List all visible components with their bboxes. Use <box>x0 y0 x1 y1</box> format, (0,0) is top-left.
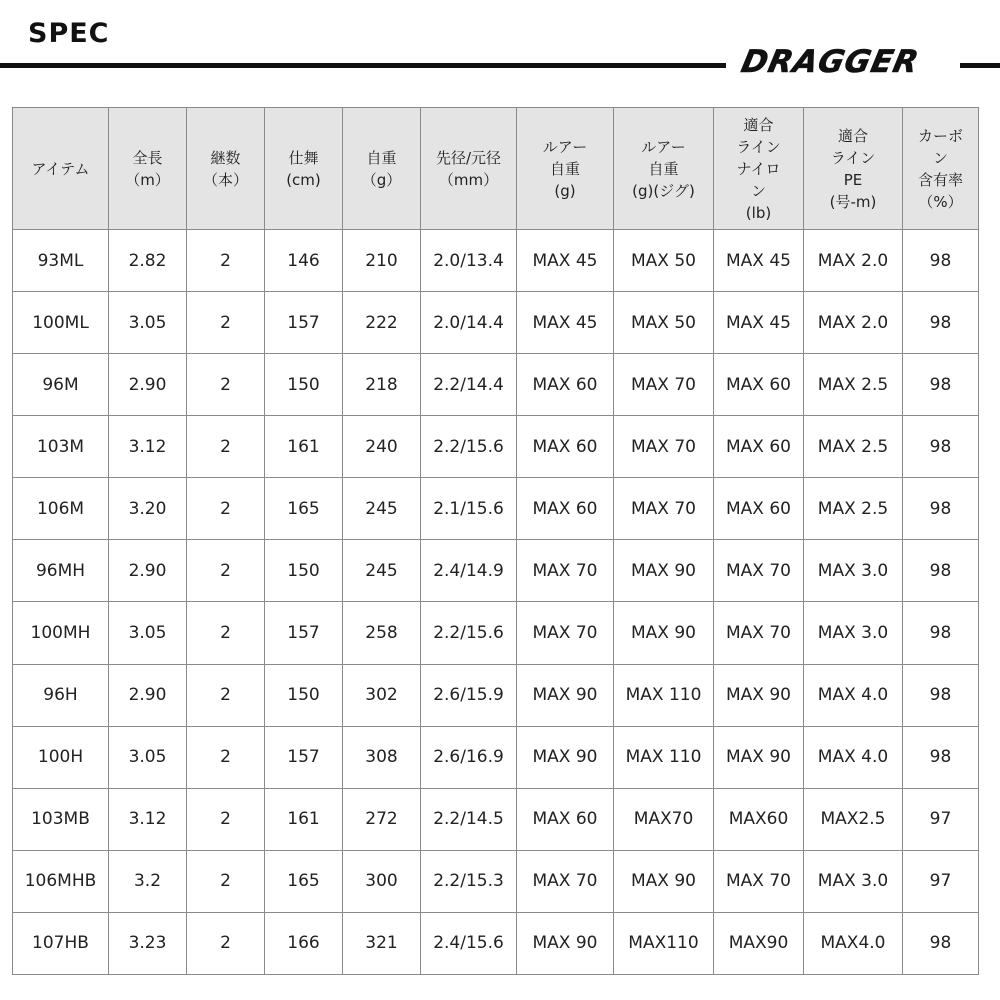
table-cell: 96M <box>13 354 109 416</box>
table-cell: MAX 50 <box>614 230 714 292</box>
table-cell: 3.05 <box>109 292 187 354</box>
table-cell: 2 <box>187 416 265 478</box>
column-header: 適合 ライン PE (号-m) <box>804 108 903 230</box>
table-cell: MAX 2.5 <box>804 416 903 478</box>
table-cell: MAX 45 <box>714 292 804 354</box>
table-cell: 166 <box>265 912 343 974</box>
table-cell: 245 <box>343 478 421 540</box>
table-cell: MAX 90 <box>714 664 804 726</box>
table-cell: MAX 90 <box>614 850 714 912</box>
table-row <box>13 230 979 292</box>
table-cell: MAX110 <box>614 912 714 974</box>
table-row <box>13 478 979 540</box>
table-cell: 2.1/15.6 <box>421 478 517 540</box>
table-cell: 98 <box>903 478 979 540</box>
table-cell: MAX 90 <box>614 540 714 602</box>
table-cell: 100H <box>13 726 109 788</box>
table-cell: 2.2/15.6 <box>421 416 517 478</box>
table-cell: MAX 70 <box>614 416 714 478</box>
header-divider-left <box>0 63 726 68</box>
table-cell: MAX 90 <box>517 726 614 788</box>
table-cell: 2 <box>187 726 265 788</box>
table-cell: 210 <box>343 230 421 292</box>
table-cell: MAX 70 <box>517 602 614 664</box>
table-row <box>13 664 979 726</box>
table-cell: MAX 90 <box>614 602 714 664</box>
table-cell: MAX 45 <box>517 230 614 292</box>
table-cell: 2.2/15.3 <box>421 850 517 912</box>
column-header: 自重 （g） <box>343 108 421 230</box>
table-cell: 2 <box>187 602 265 664</box>
table-cell: MAX2.5 <box>804 788 903 850</box>
table-cell: MAX 110 <box>614 726 714 788</box>
table-cell: 2.0/13.4 <box>421 230 517 292</box>
table-row <box>13 540 979 602</box>
table-cell: 98 <box>903 416 979 478</box>
table-cell: 96H <box>13 664 109 726</box>
table-cell: 93ML <box>13 230 109 292</box>
table-cell: 3.20 <box>109 478 187 540</box>
table-cell: 308 <box>343 726 421 788</box>
table-cell: 3.12 <box>109 416 187 478</box>
table-cell: MAX 70 <box>517 850 614 912</box>
table-cell: 165 <box>265 850 343 912</box>
table-cell: 150 <box>265 540 343 602</box>
table-cell: 2 <box>187 788 265 850</box>
table-cell: 107HB <box>13 912 109 974</box>
table-cell: MAX 2.5 <box>804 354 903 416</box>
table-cell: MAX 90 <box>517 912 614 974</box>
table-cell: 2 <box>187 850 265 912</box>
table-cell: MAX 4.0 <box>804 664 903 726</box>
table-cell: 165 <box>265 478 343 540</box>
table-cell: MAX 70 <box>714 850 804 912</box>
table-cell: 2.90 <box>109 354 187 416</box>
table-cell: 2.0/14.4 <box>421 292 517 354</box>
table-cell: 161 <box>265 416 343 478</box>
table-cell: 2 <box>187 478 265 540</box>
brand-logo: DRAGGER <box>738 44 923 80</box>
table-cell: 103M <box>13 416 109 478</box>
table-row <box>13 726 979 788</box>
table-cell: 2.2/14.4 <box>421 354 517 416</box>
table-cell: 2.82 <box>109 230 187 292</box>
table-cell: 2 <box>187 230 265 292</box>
table-cell: 98 <box>903 354 979 416</box>
table-cell: 98 <box>903 292 979 354</box>
table-cell: 321 <box>343 912 421 974</box>
table-cell: 157 <box>265 602 343 664</box>
table-row <box>13 788 979 850</box>
table-cell: MAX 3.0 <box>804 850 903 912</box>
table-cell: 106M <box>13 478 109 540</box>
table-cell: MAX 45 <box>517 292 614 354</box>
table-cell: 3.12 <box>109 788 187 850</box>
table-cell: MAX 4.0 <box>804 726 903 788</box>
column-header: 仕舞 (cm) <box>265 108 343 230</box>
table-cell: MAX 50 <box>614 292 714 354</box>
table-cell: 98 <box>903 230 979 292</box>
table-cell: MAX60 <box>714 788 804 850</box>
table-body <box>13 230 979 975</box>
table-cell: 2.6/16.9 <box>421 726 517 788</box>
table-cell: MAX 60 <box>714 416 804 478</box>
table-cell: MAX 2.0 <box>804 230 903 292</box>
table-cell: 2.4/15.6 <box>421 912 517 974</box>
table-cell: 98 <box>903 664 979 726</box>
table-cell: 146 <box>265 230 343 292</box>
column-header: ルアー 自重 (g) <box>517 108 614 230</box>
table-row <box>13 354 979 416</box>
table-cell: 103MB <box>13 788 109 850</box>
table-cell: MAX 3.0 <box>804 602 903 664</box>
column-header: アイテム <box>13 108 109 230</box>
table-cell: MAX 70 <box>614 354 714 416</box>
table-cell: 2.90 <box>109 540 187 602</box>
table-row <box>13 416 979 478</box>
table-cell: MAX 70 <box>714 602 804 664</box>
table-cell: MAX 70 <box>714 540 804 602</box>
table-cell: 240 <box>343 416 421 478</box>
table-cell: 2.6/15.9 <box>421 664 517 726</box>
table-cell: 157 <box>265 726 343 788</box>
table-cell: MAX70 <box>614 788 714 850</box>
table-cell: MAX 60 <box>517 788 614 850</box>
table-cell: 98 <box>903 726 979 788</box>
table-cell: 2.90 <box>109 664 187 726</box>
header-divider-right <box>960 63 1000 68</box>
table-cell: MAX 45 <box>714 230 804 292</box>
table-cell: 98 <box>903 540 979 602</box>
table-cell: 96MH <box>13 540 109 602</box>
column-header: ルアー 自重 (g)(ジグ) <box>614 108 714 230</box>
table-cell: MAX 110 <box>614 664 714 726</box>
table-cell: MAX90 <box>714 912 804 974</box>
table-cell: 106MHB <box>13 850 109 912</box>
table-cell: MAX 90 <box>714 726 804 788</box>
table-row <box>13 292 979 354</box>
table-cell: 2.2/15.6 <box>421 602 517 664</box>
table-cell: 100MH <box>13 602 109 664</box>
table-cell: 302 <box>343 664 421 726</box>
table-cell: MAX 70 <box>517 540 614 602</box>
table-cell: 2.2/14.5 <box>421 788 517 850</box>
table-cell: 2.4/14.9 <box>421 540 517 602</box>
table-cell: 161 <box>265 788 343 850</box>
table-row <box>13 850 979 912</box>
table-cell: 3.05 <box>109 602 187 664</box>
column-header: 全長 （m） <box>109 108 187 230</box>
table-cell: 3.05 <box>109 726 187 788</box>
table-cell: 245 <box>343 540 421 602</box>
header-row <box>13 108 979 230</box>
table-cell: 100ML <box>13 292 109 354</box>
table-cell: MAX 60 <box>714 478 804 540</box>
table-cell: 2 <box>187 354 265 416</box>
table-cell: MAX 60 <box>714 354 804 416</box>
table-cell: MAX 2.5 <box>804 478 903 540</box>
table-cell: 300 <box>343 850 421 912</box>
table-cell: MAX 90 <box>517 664 614 726</box>
table-cell: 98 <box>903 912 979 974</box>
column-header: 継数 （本） <box>187 108 265 230</box>
table-cell: 2 <box>187 292 265 354</box>
table-cell: 97 <box>903 850 979 912</box>
table-cell: MAX 60 <box>517 478 614 540</box>
table-cell: MAX 60 <box>517 354 614 416</box>
column-header: カーボ ン 含有率 （%） <box>903 108 979 230</box>
table-cell: 222 <box>343 292 421 354</box>
table-cell: 150 <box>265 664 343 726</box>
spec-table <box>12 107 979 975</box>
table-cell: 258 <box>343 602 421 664</box>
column-header: 先径/元径 （mm） <box>421 108 517 230</box>
table-row <box>13 602 979 664</box>
table-cell: MAX4.0 <box>804 912 903 974</box>
table-cell: 218 <box>343 354 421 416</box>
table-cell: 2 <box>187 664 265 726</box>
page-title: SPEC <box>28 18 110 49</box>
column-header: 適合 ライン ナイロ ン (lb) <box>714 108 804 230</box>
table-cell: 97 <box>903 788 979 850</box>
table-cell: MAX 3.0 <box>804 540 903 602</box>
table-cell: 3.2 <box>109 850 187 912</box>
table-cell: 98 <box>903 602 979 664</box>
table-cell: 3.23 <box>109 912 187 974</box>
table-cell: MAX 60 <box>517 416 614 478</box>
table-cell: 2 <box>187 540 265 602</box>
table-cell: 150 <box>265 354 343 416</box>
table-cell: 272 <box>343 788 421 850</box>
table-row <box>13 912 979 974</box>
table-cell: 157 <box>265 292 343 354</box>
table-cell: MAX 70 <box>614 478 714 540</box>
table-cell: 2 <box>187 912 265 974</box>
table-cell: MAX 2.0 <box>804 292 903 354</box>
